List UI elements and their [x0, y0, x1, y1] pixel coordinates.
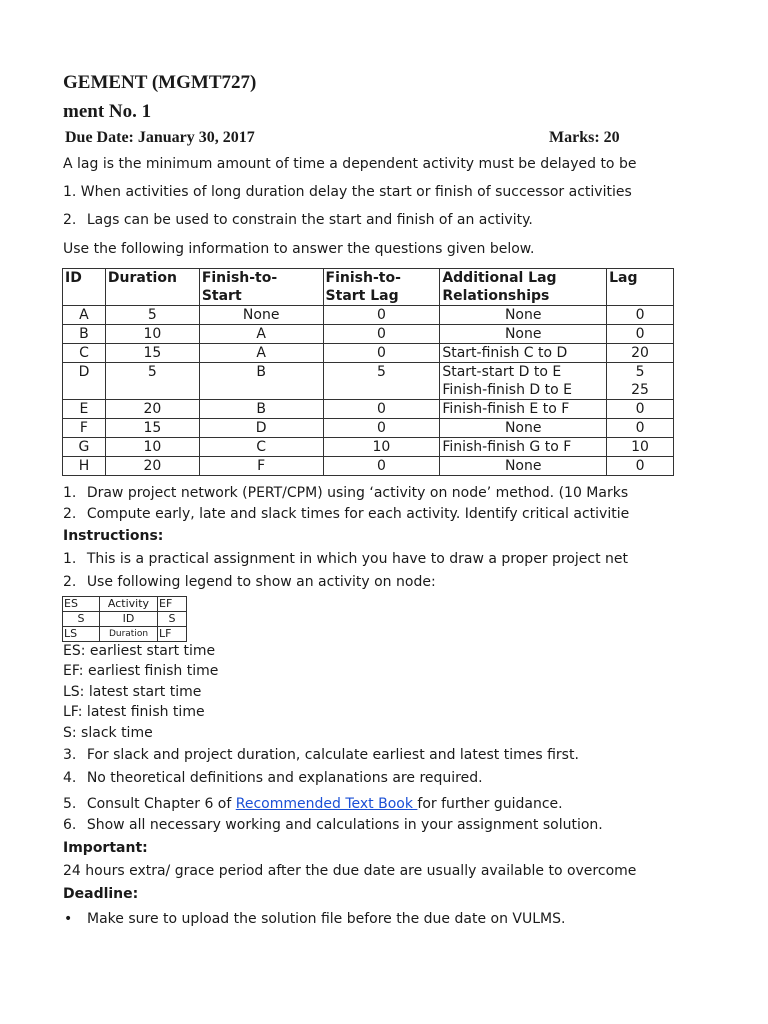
question-1-number: 1. — [63, 485, 77, 501]
deadline-text: Make sure to upload the solution file before the due date on VULMS. — [87, 911, 566, 927]
instruction-3-text: For slack and project duration, calculate earliest and latest times first. — [86, 747, 579, 763]
table-cell: B — [199, 363, 323, 400]
table-cell: 10 — [105, 438, 199, 457]
def-ef: EF: earliest finish time — [63, 663, 219, 679]
table-row — [63, 363, 674, 400]
table-cell: 15 — [105, 344, 199, 363]
question-1-text: Draw project network (PERT/CPM) using ‘activity on node’ method. (10 Marks — [86, 485, 629, 501]
table-row — [63, 325, 674, 344]
table-cell: None — [440, 306, 607, 325]
instruction-5-pre: Consult Chapter 6 of — [86, 796, 236, 812]
table-row — [63, 419, 674, 438]
course-title: GEMENT (MGMT727) — [63, 72, 257, 93]
def-es: ES: earliest start time — [63, 643, 216, 659]
table-cell: C — [199, 438, 323, 457]
table-cell: Start-start D to E Finish-finish D to E — [440, 363, 607, 400]
table-cell: 0 — [607, 457, 674, 476]
table-cell: None — [440, 457, 607, 476]
important-heading: Important: — [63, 840, 148, 856]
instruction-2-number: 2. — [63, 574, 77, 590]
table-cell: H — [63, 457, 106, 476]
legend-id: ID — [100, 612, 158, 627]
instruction-6 — [63, 817, 674, 833]
def-s: S: slack time — [63, 725, 153, 741]
instruction-1 — [63, 551, 674, 567]
table-header-cell: Duration — [105, 269, 199, 306]
deadline-heading: Deadline: — [63, 886, 139, 902]
table-row — [63, 400, 674, 419]
table-cell: 5 25 — [607, 363, 674, 400]
marks: Marks: 20 — [549, 129, 620, 146]
instruction-1-number: 1. — [63, 551, 77, 567]
question-1 — [63, 485, 674, 501]
instruction-5 — [63, 796, 674, 812]
table-cell: 0 — [607, 400, 674, 419]
legend-lf: LF — [158, 627, 187, 642]
intro-point-2 — [63, 212, 674, 228]
table-header-cell: Lag — [607, 269, 674, 306]
table-cell: 10 — [607, 438, 674, 457]
table-cell: Start-finish C to D — [440, 344, 607, 363]
table-header-cell: Finish-to- Start — [199, 269, 323, 306]
instruction-4-number: 4. — [63, 770, 77, 786]
instruction-4-text: No theoretical definitions and explanations are required. — [86, 770, 483, 786]
important-text: 24 hours extra/ grace period after the due date are usually available to overcome — [63, 863, 637, 879]
table-cell: 5 — [105, 306, 199, 325]
deadline-bullet: • — [64, 911, 73, 927]
table-cell: F — [63, 419, 106, 438]
instruction-1-text: This is a practical assignment in which you have to draw a proper project net — [86, 551, 629, 567]
intro-point-2-number: 2. — [63, 212, 77, 228]
table-cell: 5 — [105, 363, 199, 400]
instruction-2 — [63, 574, 674, 590]
table-cell: 0 — [607, 419, 674, 438]
table-header-cell: Finish-to- Start Lag — [323, 269, 440, 306]
def-ls: LS: latest start time — [63, 684, 202, 700]
instruction-6-number: 6. — [63, 817, 77, 833]
table-cell: 0 — [607, 306, 674, 325]
instruction-5-number: 5. — [63, 796, 77, 812]
table-cell: Finish-finish E to F — [440, 400, 607, 419]
legend-es: ES — [63, 597, 100, 612]
table-cell: D — [63, 363, 106, 400]
instruction-4 — [63, 770, 674, 786]
table-cell: 0 — [323, 344, 440, 363]
question-2 — [63, 506, 674, 522]
legend-duration: Duration — [100, 627, 158, 642]
table-cell: 5 — [323, 363, 440, 400]
table-cell: 20 — [105, 400, 199, 419]
table-cell: 10 — [105, 325, 199, 344]
table-cell: A — [63, 306, 106, 325]
table-cell: E — [63, 400, 106, 419]
legend-slack-left: S — [63, 612, 100, 627]
due-date: Due Date: January 30, 2017 — [65, 129, 255, 146]
table-header-cell: ID — [63, 269, 106, 306]
table-cell: 0 — [607, 325, 674, 344]
instructions-heading: Instructions: — [63, 528, 164, 544]
activity-node-legend — [62, 596, 187, 642]
instruction-6-text: Show all necessary working and calculations in your assignment solution. — [86, 817, 603, 833]
table-cell: None — [440, 419, 607, 438]
instruction-3-number: 3. — [63, 747, 77, 763]
table-cell: G — [63, 438, 106, 457]
table-cell: B — [199, 400, 323, 419]
table-cell: None — [199, 306, 323, 325]
table-row — [63, 457, 674, 476]
intro-point-2-text: Lags can be used to constrain the start and finish of an activity. — [86, 212, 533, 228]
table-cell: Finish-finish G to F — [440, 438, 607, 457]
table-cell: F — [199, 457, 323, 476]
table-cell: C — [63, 344, 106, 363]
legend-ls: LS — [63, 627, 100, 642]
question-2-text: Compute early, late and slack times for each activity. Identify critical activitie — [86, 506, 630, 522]
recommended-text-book-link[interactable]: Recommended Text Book — [235, 796, 418, 812]
table-cell: 15 — [105, 419, 199, 438]
assignment-title: ment No. 1 — [63, 101, 152, 122]
table-cell: A — [199, 344, 323, 363]
table-cell: 10 — [323, 438, 440, 457]
table-cell: 20 — [607, 344, 674, 363]
intro-point-1: 1. When activities of long duration delay the start or finish of successor activities — [63, 184, 632, 200]
table-header-row — [63, 269, 674, 306]
table-cell: B — [63, 325, 106, 344]
legend-activity: Activity — [100, 597, 158, 612]
activity-table — [62, 268, 674, 476]
table-cell: 0 — [323, 306, 440, 325]
table-cell: 0 — [323, 400, 440, 419]
legend-ef: EF — [158, 597, 187, 612]
table-row — [63, 306, 674, 325]
table-cell: 0 — [323, 419, 440, 438]
table-cell: 0 — [323, 457, 440, 476]
use-info: Use the following information to answer the questions given below. — [63, 241, 535, 257]
table-header-cell: Additional Lag Relationships — [440, 269, 607, 306]
table-cell: 20 — [105, 457, 199, 476]
question-2-number: 2. — [63, 506, 77, 522]
instruction-2-text: Use following legend to show an activity on node: — [86, 574, 436, 590]
instruction-3 — [63, 747, 674, 763]
lag-definition: A lag is the minimum amount of time a dependent activity must be delayed to be — [63, 156, 637, 172]
def-lf: LF: latest finish time — [63, 704, 205, 720]
table-row — [63, 438, 674, 457]
table-cell: D — [199, 419, 323, 438]
table-cell: 0 — [323, 325, 440, 344]
instruction-5-post: for further guidance. — [417, 796, 563, 812]
table-cell: None — [440, 325, 607, 344]
table-row — [63, 344, 674, 363]
table-cell: A — [199, 325, 323, 344]
legend-slack-right: S — [158, 612, 187, 627]
